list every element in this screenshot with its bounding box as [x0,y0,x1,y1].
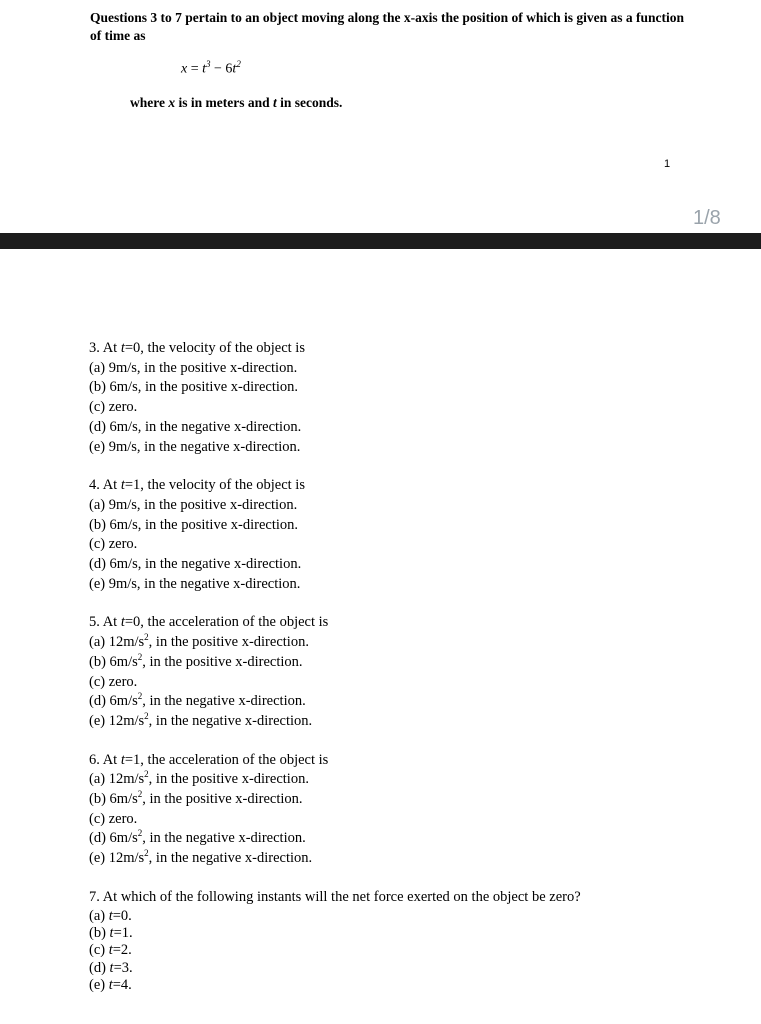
question-4 [89,476,729,594]
answer-option: (e) t=4. [89,977,132,994]
answer-option: (e) $12m/s^2$, in the negative x-direction. [89,711,313,729]
answer-option: (d) $6m/s^2$, in the negative x-direction. [89,828,306,847]
answer-option: (b) $6m/s^2$, in the positive x-direction. [89,652,303,670]
question-5 [89,613,729,731]
answer-option: (c) zero. [89,536,138,553]
answer-option: (d) 6m/s, in the negative x-direction. [89,418,302,435]
question-stem: 5. At t=0, the acceleration of the object is [89,614,329,631]
answer-option: (c) zero. [89,810,138,827]
answer-option: (c) t=2. [89,942,132,959]
answer-option: (b) t=1. [89,924,133,941]
page-indicator: 1/8 [693,207,721,229]
page-divider [0,233,761,249]
question-list [89,339,729,995]
answer-option: (a) t=0. [89,907,132,924]
page-number: 1 [664,158,671,170]
answer-option: (c) zero. [89,399,138,416]
answer-option: (b) $6m/s^2$, in the positive x-direction. [89,789,303,808]
answer-option: (d) 6m/s, in the negative x-direction. [89,556,302,573]
question-stem: 3. At t=0, the velocity of the object is [89,340,305,356]
answer-option: (c) zero. [89,673,138,690]
units-note: where x is in meters and t in seconds. [130,95,343,110]
answer-option: (a) 9m/s, in the positive x-direction. [89,496,298,513]
answer-option: (a) $12m/s^2$, in the positive x-direction. [89,769,309,788]
answer-option: (d) $6m/s^2$, in the negative x-direction. [89,691,306,710]
question-7 [89,888,729,995]
question-stem: 7. At which of the following instants will the net force exerted on the object be zero? [89,888,581,905]
answer-option: (e) $12m/s^2$, in the negative x-direction. [89,848,313,867]
question-stem: 4. At t=1, the velocity of the object is [89,477,305,494]
answer-option: (e) 9m/s, in the negative x-direction. [89,575,301,592]
answer-option: (e) 9m/s, in the negative x-direction. [89,438,301,455]
question-6 [89,751,729,869]
question-stem: 6. At t=1, the acceleration of the object is [89,751,329,768]
position-equation: $x = t^3 - 6t^2$ [181,59,241,77]
intro-heading: Questions 3 to 7 pertain to an object moving along the x-axis the position of which is given as a function of time as [90,10,685,43]
answer-option: (a) 9m/s, in the positive x-direction. [89,359,298,376]
answer-option: (d) t=3. [89,959,133,976]
answer-option: (b) 6m/s, in the positive x-direction. [89,516,299,533]
question-3 [89,339,729,457]
answer-option: (a) $12m/s^2$, in the positive x-direction. [89,632,309,651]
answer-option: (b) 6m/s, in the positive x-direction. [89,379,299,396]
